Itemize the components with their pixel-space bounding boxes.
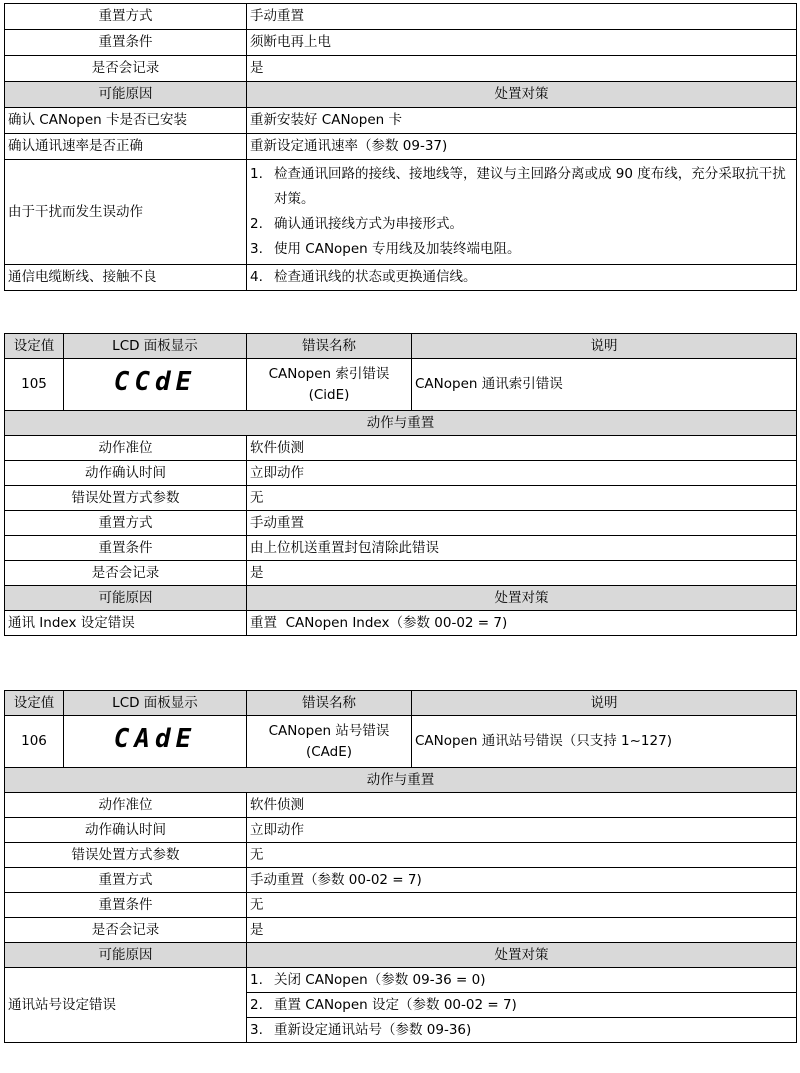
error-code: 105 bbox=[5, 359, 64, 411]
list-item bbox=[247, 1018, 796, 1042]
header-lcd-display: LCD 面板显示 bbox=[64, 334, 247, 359]
header-error-name: 错误名称 bbox=[247, 691, 412, 716]
list-text: 确认通讯接线方式为串接形式。 bbox=[274, 216, 463, 232]
row-label: 重置条件 bbox=[5, 536, 247, 561]
row-label: 错误处置方式参数 bbox=[5, 843, 247, 868]
list-number: 1. bbox=[250, 971, 263, 988]
cause-cell: 通讯站号设定错误 bbox=[5, 968, 247, 1043]
action-cell: 重新安装好 CANopen 卡 bbox=[247, 108, 797, 134]
row-label: 动作确认时间 bbox=[5, 818, 247, 843]
lcd-display bbox=[64, 716, 247, 768]
record-value: 是 bbox=[247, 56, 797, 82]
list-text: 检查通讯回路的接线、接地线等，建议与主回路分离或成 90 度布线，充分采取抗干扰对策。 bbox=[274, 166, 786, 207]
list-item bbox=[250, 212, 793, 237]
section-header: 动作与重置 bbox=[5, 768, 797, 793]
list-number: 3. bbox=[250, 1021, 263, 1038]
row-value: 由上位机送重置封包清除此错误 bbox=[247, 536, 797, 561]
list-item bbox=[247, 993, 796, 1018]
row-value: 立即动作 bbox=[247, 818, 797, 843]
error-table-106 bbox=[4, 690, 797, 1043]
list-number: 2. bbox=[250, 996, 263, 1013]
list-text: 检查通讯线的状态或更换通信线。 bbox=[274, 269, 477, 285]
error-name-line: CANopen 索引错误 bbox=[268, 365, 390, 382]
lcd-segment-text: CAdE bbox=[113, 724, 197, 754]
error-code: 106 bbox=[5, 716, 64, 768]
row-value: 立即动作 bbox=[247, 461, 797, 486]
list-number: 2. bbox=[250, 216, 263, 232]
lcd-segment-text: CCdE bbox=[113, 367, 197, 397]
action-cell: 重新设定通讯速率（参数 09-37) bbox=[247, 134, 797, 160]
cause-cell: 通讯 Index 设定错误 bbox=[5, 611, 247, 636]
list-item bbox=[250, 269, 793, 286]
error-table-105 bbox=[4, 333, 797, 636]
action-header: 处置对策 bbox=[247, 586, 797, 611]
reset-method-value: 手动重置 bbox=[247, 4, 797, 30]
list-item bbox=[247, 968, 796, 993]
action-list bbox=[247, 968, 797, 1043]
row-label: 动作准位 bbox=[5, 436, 247, 461]
row-value: 手动重置 bbox=[247, 511, 797, 536]
row-label: 重置方式 bbox=[5, 511, 247, 536]
header-lcd-display: LCD 面板显示 bbox=[64, 691, 247, 716]
reset-condition-value: 须断电再上电 bbox=[247, 30, 797, 56]
action-header: 处置对策 bbox=[247, 82, 797, 108]
cause-header: 可能原因 bbox=[5, 82, 247, 108]
list-text: 使用 CANopen 专用线及加装终端电阻。 bbox=[274, 241, 521, 257]
cause-cell: 确认通讯速率是否正确 bbox=[5, 134, 247, 160]
row-label: 错误处置方式参数 bbox=[5, 486, 247, 511]
list-item bbox=[250, 237, 793, 262]
cause-cell: 由于干扰而发生误动作 bbox=[5, 160, 247, 265]
cause-cell: 确认 CANopen 卡是否已安装 bbox=[5, 108, 247, 134]
header-error-name: 错误名称 bbox=[247, 334, 412, 359]
row-value: 手动重置（参数 00-02 = 7) bbox=[247, 868, 797, 893]
list-text: 重新设定通讯站号（参数 09-36) bbox=[274, 1021, 472, 1038]
error-abbrev: (CidE) bbox=[308, 386, 350, 403]
header-description: 说明 bbox=[412, 691, 797, 716]
row-value: 软件侦测 bbox=[247, 793, 797, 818]
list-item bbox=[250, 162, 793, 212]
row-value: 是 bbox=[247, 561, 797, 586]
error-description: CANopen 通讯站号错误（只支持 1~127) bbox=[412, 716, 797, 768]
row-label: 动作确认时间 bbox=[5, 461, 247, 486]
error-name bbox=[247, 716, 412, 768]
row-value: 无 bbox=[247, 843, 797, 868]
reset-condition-label: 重置条件 bbox=[5, 30, 247, 56]
cause-header: 可能原因 bbox=[5, 586, 247, 611]
action-header: 处置对策 bbox=[247, 943, 797, 968]
list-number: 1. bbox=[250, 166, 263, 182]
cause-cell: 通信电缆断线、接触不良 bbox=[5, 265, 247, 291]
row-label: 动作准位 bbox=[5, 793, 247, 818]
error-abbrev: (CAdE) bbox=[305, 743, 353, 760]
row-label: 是否会记录 bbox=[5, 561, 247, 586]
row-value: 软件侦测 bbox=[247, 436, 797, 461]
lcd-display bbox=[64, 359, 247, 411]
list-number: 4. bbox=[250, 269, 263, 285]
reset-method-label: 重置方式 bbox=[5, 4, 247, 30]
top-error-table bbox=[4, 3, 797, 291]
error-description: CANopen 通讯索引错误 bbox=[412, 359, 797, 411]
record-label: 是否会记录 bbox=[5, 56, 247, 82]
error-name bbox=[247, 359, 412, 411]
action-list bbox=[247, 160, 797, 265]
action-list bbox=[247, 265, 797, 291]
header-description: 说明 bbox=[412, 334, 797, 359]
header-setting-value: 设定值 bbox=[5, 334, 64, 359]
header-setting-value: 设定值 bbox=[5, 691, 64, 716]
list-number: 3. bbox=[250, 241, 263, 257]
list-text: 重置 CANopen 设定（参数 00-02 = 7) bbox=[274, 996, 517, 1013]
row-value: 无 bbox=[247, 486, 797, 511]
list-text: 关闭 CANopen（参数 09-36 = 0) bbox=[274, 971, 486, 988]
row-value: 无 bbox=[247, 893, 797, 918]
row-value: 是 bbox=[247, 918, 797, 943]
row-label: 重置条件 bbox=[5, 893, 247, 918]
action-cell: 重置 CANopen Index（参数 00-02 = 7) bbox=[247, 611, 797, 636]
section-header: 动作与重置 bbox=[5, 411, 797, 436]
row-label: 重置方式 bbox=[5, 868, 247, 893]
cause-header: 可能原因 bbox=[5, 943, 247, 968]
row-label: 是否会记录 bbox=[5, 918, 247, 943]
error-name-line: CANopen 站号错误 bbox=[268, 722, 390, 739]
